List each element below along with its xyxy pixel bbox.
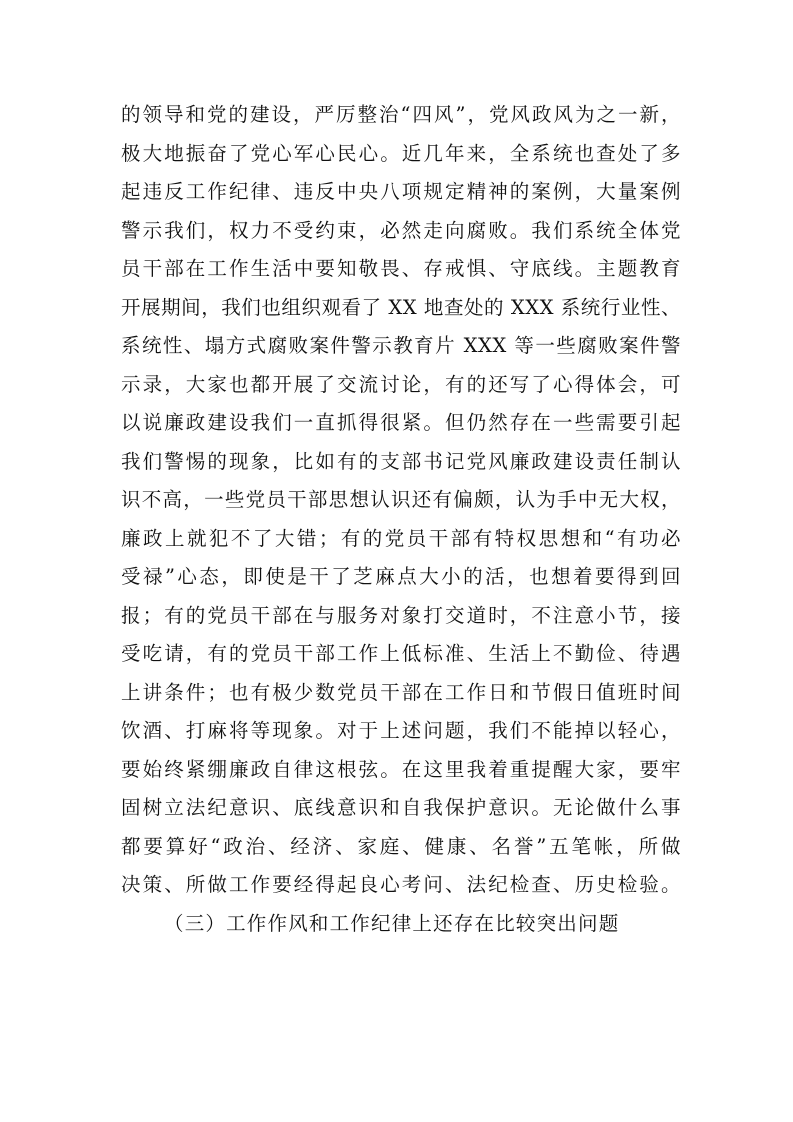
paragraph-line: 要始终紧绷廉政自律这根弦。在这里我着重提醒大家，要牢 (121, 757, 681, 781)
paragraph-line: 极大地振奋了党心军心民心。近几年来，全系统也查处了多 (121, 141, 681, 165)
paragraph-line: 员干部在工作生活中要知敬畏、存戒惧、守底线。主题教育 (121, 257, 681, 280)
paragraph-line: 受吃请，有的党员干部工作上低标准、生活上不勤俭、待遇 (121, 642, 681, 665)
paragraph-line: 廉政上就犯不了大错；有的党员干部有特权思想和“有功必 (121, 526, 681, 550)
paragraph-line: 都要算好“政治、经济、家庭、健康、名誉”五笔帐，所做 (121, 834, 681, 858)
paragraph-line: 示录，大家也都开展了交流讨论，有的还写了心得体会，可 (121, 372, 681, 396)
paragraph-line: 以说廉政建设我们一直抓得很紧。但仍然存在一些需要引起 (121, 411, 681, 434)
paragraph-line: 固树立法纪意识、底线意识和自我保护意识。无论做什么事 (121, 796, 681, 819)
paragraph-line: 开展期间，我们也组织观看了 XX 地查处的 XXX 系统行业性、 (121, 295, 681, 319)
paragraph-line: 上讲条件；也有极少数党员干部在工作日和节假日值班时间 (121, 680, 681, 704)
paragraph-line: 的领导和党的建设，严厉整治“四风”，党风政风为之一新， (121, 103, 681, 126)
paragraph-line: 系统性、塌方式腐败案件警示教育片 XXX 等一些腐败案件警 (121, 334, 681, 357)
paragraph-line: 警示我们，权力不受约束，必然走向腐败。我们系统全体党 (121, 218, 681, 242)
paragraph-line: 报；有的党员干部在与服务对象打交道时，不注意小节，接 (121, 603, 681, 627)
paragraph-line: 受禄”心态，即使是干了芝麻点大小的活，也想着要得到回 (121, 565, 681, 588)
paragraph-line: 起违反工作纪律、违反中央八项规定精神的案例，大量案例 (121, 180, 681, 203)
paragraph-line: 决策、所做工作要经得起良心考问、法纪检查、历史检验。 (121, 873, 681, 896)
paragraph-line: 我们警惕的现象，比如有的支部书记党风廉政建设责任制认 (121, 449, 681, 473)
section-heading: （三）工作作风和工作纪律上还存在比较突出问题 (164, 911, 620, 935)
document-body (121, 96, 681, 943)
paragraph-line: 识不高，一些党员干部思想认识还有偏颇，认为手中无大权， (121, 488, 681, 511)
paragraph-line: 饮酒、打麻将等现象。对于上述问题，我们不能掉以轻心， (121, 719, 681, 742)
